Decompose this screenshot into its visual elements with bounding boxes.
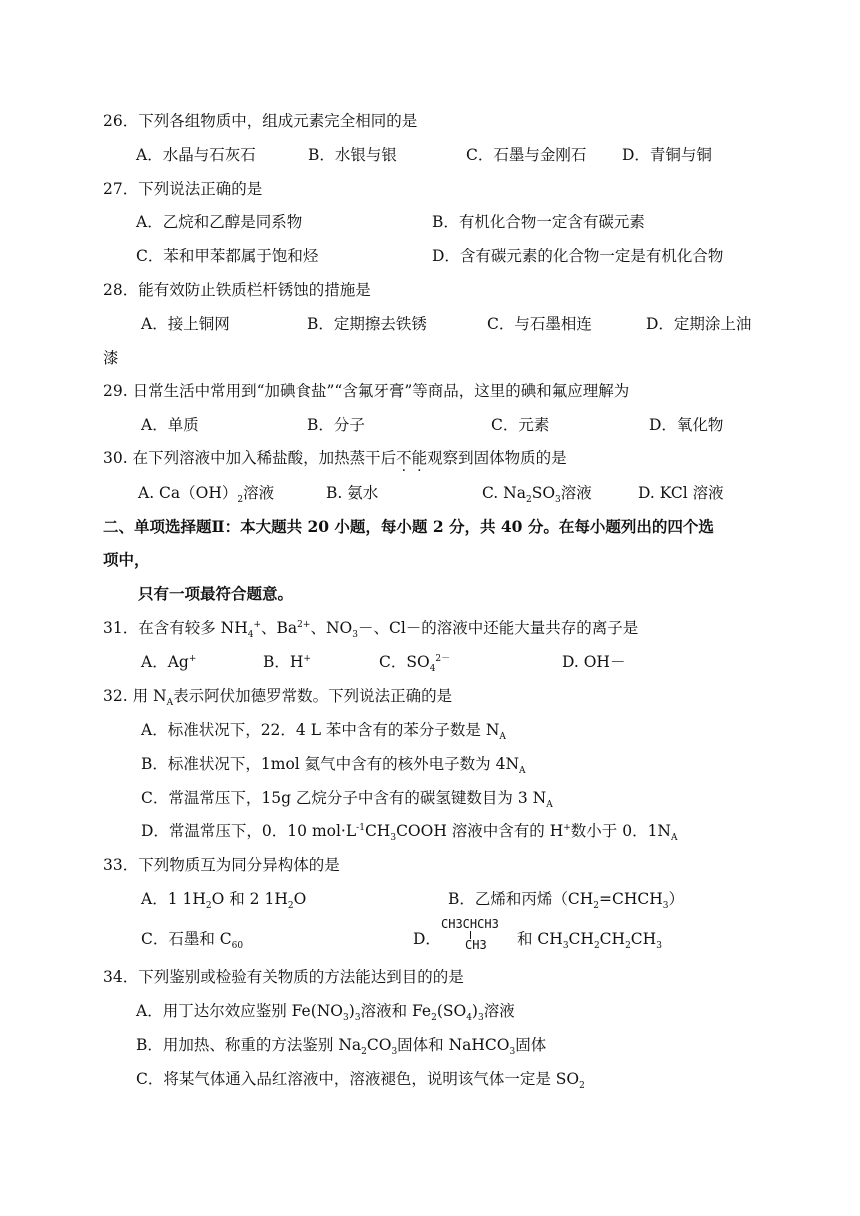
section2-heading-line3: 只有一项最符合题意。 bbox=[138, 584, 294, 603]
q28-option-b: B．定期擦去铁锈 bbox=[307, 315, 427, 333]
q33-stem: 33．下列物质互为同分异构体的是 bbox=[103, 856, 340, 874]
q27-option-c: C．苯和甲苯都属于饱和烃 bbox=[136, 247, 319, 265]
q34-option-c: C．将某气体通入品红溶液中，溶液褪色，说明该气体一定是 $SO_2$ bbox=[136, 1070, 585, 1092]
q29-option-b: B．分子 bbox=[307, 416, 365, 434]
q31-options bbox=[141, 652, 841, 675]
q31-stem: 31．在含有较多 $NH_4^+$、$Ba^{2+}$、$NO_3-$、Cl－的溶液中还能大量共存的离子是 bbox=[103, 619, 639, 641]
q26-options bbox=[136, 145, 836, 165]
q30-option-a: A. $Ca(OH)_2$溶液 bbox=[138, 484, 275, 506]
q34-option-a: A．用丁达尔效应鉴别 $Fe(NO_3)_3$溶液和 $Fe_2(SO_4)_3$溶液 bbox=[136, 1002, 515, 1024]
q28-option-a: A．接上铜网 bbox=[141, 315, 230, 333]
q28-options bbox=[141, 314, 841, 334]
q27-option-d: D．含有碳元素的化合物一定是有机化合物 bbox=[432, 247, 724, 265]
q31-option-a: A．Ag+ bbox=[141, 653, 197, 671]
q29-option-a: A．单质 bbox=[141, 416, 199, 434]
q29-option-d: D．氧化物 bbox=[649, 416, 724, 434]
q33-option-d-label: D． bbox=[413, 930, 441, 948]
section2-heading-line2: 项中， bbox=[103, 550, 150, 569]
q27-option-b: B．有机化合物一定含有碳元素 bbox=[432, 213, 645, 231]
q26-option-b: B．水银与银 bbox=[308, 146, 397, 164]
q29-options bbox=[141, 415, 841, 435]
q30-options bbox=[138, 483, 838, 506]
q32-stem: 32. 用 $N_A$表示阿伏加德罗常数。下列说法正确的是 bbox=[103, 687, 453, 709]
q33-option-d-structure-bottom: CH3 bbox=[465, 938, 487, 952]
q33-option-b: B．乙烯和丙烯$(CH_2=CHCH_3)$ bbox=[448, 890, 685, 912]
q33-option-a: A．1 $1H_2O$ 和 2 $1H_2O$ bbox=[141, 890, 307, 912]
q32-option-d: D．常温常压下，0．10 $mol\cdot L^{-1}CH_3COOH$ 溶液中含有的 H+数小于 0．$1N_A$ bbox=[141, 822, 678, 844]
q32-option-a: A．标准状况下，22．4 L 苯中含有的苯分子数是 $N_A$ bbox=[141, 721, 506, 743]
q31-option-d: D. OH－ bbox=[562, 653, 626, 671]
q27-stem: 27．下列说法正确的是 bbox=[103, 180, 263, 198]
q33-option-d-structure-top: CH3CHCH3 bbox=[441, 917, 499, 931]
q31-option-b: B．H+ bbox=[263, 653, 311, 671]
q28-option-d-wrap: 漆 bbox=[103, 349, 119, 367]
section2-heading-line1: 二、单项选择题Ⅱ：本大题共 20 小题，每小题 2 分，共 40 分。在每小题列出的四个选 bbox=[103, 517, 714, 536]
q28-stem: 28．能有效防止铁质栏杆锈蚀的措施是 bbox=[103, 281, 371, 299]
q26-option-c: C．石墨与金刚石 bbox=[466, 146, 587, 164]
q34-stem: 34．下列鉴别或检验有关物质的方法能达到目的的是 bbox=[103, 968, 464, 986]
q31-option-c: C．$SO_4^{2-}$ bbox=[379, 653, 451, 675]
q32-option-b: B．标准状况下，1mol 氦气中含有的核外电子数为 $4N_A$ bbox=[141, 755, 526, 777]
q28-option-d: D．定期涂上油 bbox=[646, 315, 752, 333]
q26-option-d: D．青铜与铜 bbox=[622, 146, 712, 164]
q34-option-b: B．用加热、称重的方法鉴别 $Na_2CO_3$固体和 NaHCO$_3$固体 bbox=[136, 1036, 547, 1058]
q26-option-a: A．水晶与石灰石 bbox=[136, 146, 256, 164]
q28-option-c: C．与石墨相连 bbox=[487, 315, 592, 333]
q33-option-d-formula: 和 $CH_3CH_2CH_2CH_3$ bbox=[517, 930, 662, 952]
q27-option-a: A．乙烷和乙醇是同系物 bbox=[136, 213, 303, 231]
q33-option-c: C．石墨和 $C_{60}$ bbox=[141, 930, 244, 952]
q32-option-c: C．常温常压下，15g 乙烷分子中含有的碳氢键数目为 3 $N_A$ bbox=[141, 789, 553, 811]
q26-stem: 26．下列各组物质中，组成元素完全相同的是 bbox=[103, 112, 418, 130]
q30-option-b: B. 氨水 bbox=[326, 484, 379, 502]
q30-stem: 30. 在下列溶液中加入稀盐酸，加热蒸干后不能观察到固体物质的是 bbox=[103, 449, 567, 467]
q29-stem: 29. 日常生活中常用到“加碘食盐”“含氟牙膏”等商品，这里的碘和氟应理解为 bbox=[103, 382, 630, 400]
q30-option-c: C. $Na_2SO_3$溶液 bbox=[482, 484, 592, 506]
q30-option-d: D. KCl 溶液 bbox=[638, 484, 724, 502]
q29-option-c: C．元素 bbox=[491, 416, 550, 434]
